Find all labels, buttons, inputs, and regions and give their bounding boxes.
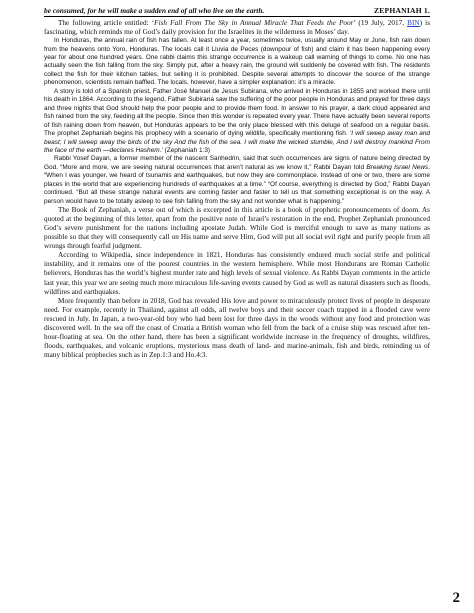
scripture-quote: be consumed, for he will make a sudden end of all who live on the earth.	[44, 6, 265, 15]
commentary-paragraph-1: The Book of Zephaniah, a verse out of which is excerpted in this article is a book of prophetic pronouncements of doom. As quoted at the beginning of this letter, apart from the positive note of Israel’s restoration in the end, Prophet Zephaniah pronounced God’s severe punishment for the nations including apostate Judah. While God is merciful enough to save as many nations as possible so that they will consequently call on His name and serve Him, God will put all social evil right and purify people from all wrongs through fearful judgment.	[44, 206, 430, 251]
publication-name: Breaking Israel News	[366, 163, 429, 171]
article-paragraph-2-text: A story is told of a Spanish priest, Father José Manuel de Jesus Subirana, who arrived in Honduras in 1855 and worked there until his death in 1864. According to the legend, Father Subirana saw the suffering of the poor people in Honduras and prayed for three days and three nights that God should help the poor people and to provide them food. In answer to his prayer, a dark cloud appeared and fish rained from the sky, feeding all the people. Since then this wonder is repeated every year. There have actually been several reports of fish raining down from heaven, but Honduras appears to be the only place blessed with this deluge of seafood on a regular basis. The prophet Zephaniah begins his prophecy with a scenario of dying wildlife, specifically mentioning fish.	[44, 87, 430, 138]
scripture-reference: ZEPHANIAH 1.	[374, 6, 430, 15]
article-paragraph-1: In Honduras, the annual rain of fish has fallen. At least once a year, sometimes twice, usually around May or June, fish rain down from the heavens onto Yoro, Honduras. The locals call it Lluvia de Peces (downpour of fish) and claim it has been happening every year for about one hundred years. One rabbi claims this strange occurrence is a wakeup call warning of things to come. No one has actually seen the fish falling from the sky. Simply put, after a heavy rain, the ground will suddenly be covered with fish. The residents collect the fish for their kitchen tables, but selling it is prohibited. Despite several attempts to discover the source of the strange phenomenon, scientists remain baffled. The locals, however, have a simpler explanation: it’s a miracle.	[44, 37, 430, 87]
document-page	[44, 6, 430, 360]
article-paragraph-3-b: . “When I was younger, we heard of tsunamis and earthquakes, but now they are commonplace. Instead of one or two, there are some places in the world that are experiencing hundreds of earthquakes at a time.” “Of course, everything is directed by God,” Rabbi Dayan continued. “But all these strange natural events are coming faster and faster to tell us that something exceptional is on the way. A person would have to be totally asleep to see fish falling from the sky and not wonder what is happening.”	[44, 163, 431, 205]
article-title: Fish Fall From The Sky in Annual Miracle That Feeds the Poor	[154, 19, 354, 27]
zephaniah-reference: (Zephaniah 1:3)	[162, 146, 211, 154]
intro-rest: ) is fascinating, which reminds me of God’s daily provision for the Israelites in the wilderness in Moses’ day.	[44, 19, 431, 37]
article-paragraph-3	[44, 155, 430, 206]
scripture-header	[44, 6, 430, 17]
article-paragraph-2	[44, 88, 430, 156]
source-link[interactable]: BIN	[407, 19, 420, 27]
commentary-paragraph-3: More frequently than before in 2018, God has revealed His love and power to miraculously protect lives of people in desperate need. For example, recently in Thailand, against all odds, all twelve boys and their soccer coach trapped in a flooded cave were rescued in July. In Japan, a two-year-old boy who had been lost for three days in the woods without any food and protection was discovered well. In the sea off the coast of Croatia a British woman who fell from the back of a cruise ship was rescued after ten-hour-floating at sea. On the other hand, there has been a significant worldwide increase in the frequency of droughts, wildfires, floods, earthquakes, and volcanic eruptions, mysterious mass death of land- and marine-animals, fish and birds, reminding us of many biblical prophecies such as in Zep.1:3 and Ho.4:3.	[44, 296, 430, 359]
zephaniah-quote: ‘I will sweep away man and beast; I will sweep away the birds of the sky And the fish of the sea. I will make the wicked stumble, And I will destroy mankind From the face of the earth —declares Hashem.’	[44, 130, 430, 154]
commentary-paragraph-2: According to Wikipedia, since independence in 1821, Honduras has consistently endured much social strife and political instability, and it remains one of the poorest countries in the western hemisphere. While most Hondurans are Roman Catholic believers, Honduras has the world’s highest murder rate and high levels of sexual violence. As Rabbi Dayan comments in the article last year, this year we are seeing much more miraculous life-saving events caused by God as well as natural disasters such as floods, wildfires and earthquakes.	[44, 251, 430, 296]
intro-date: ’ (19 July, 2017,	[353, 19, 408, 27]
intro-paragraph	[44, 19, 430, 37]
intro-lead: The following article entitled: ‘	[58, 19, 155, 27]
page-number: 2	[452, 590, 460, 606]
article-paragraph-3-a: Rabbi Yosef Dayan, a former member of the nascent Sanhedrin, said that such occurrences are signs of nature being directed by God. “More and more, we are seeing natural occurrences that aren’t natural as we know it,” Rabbi Dayan told	[44, 155, 430, 171]
